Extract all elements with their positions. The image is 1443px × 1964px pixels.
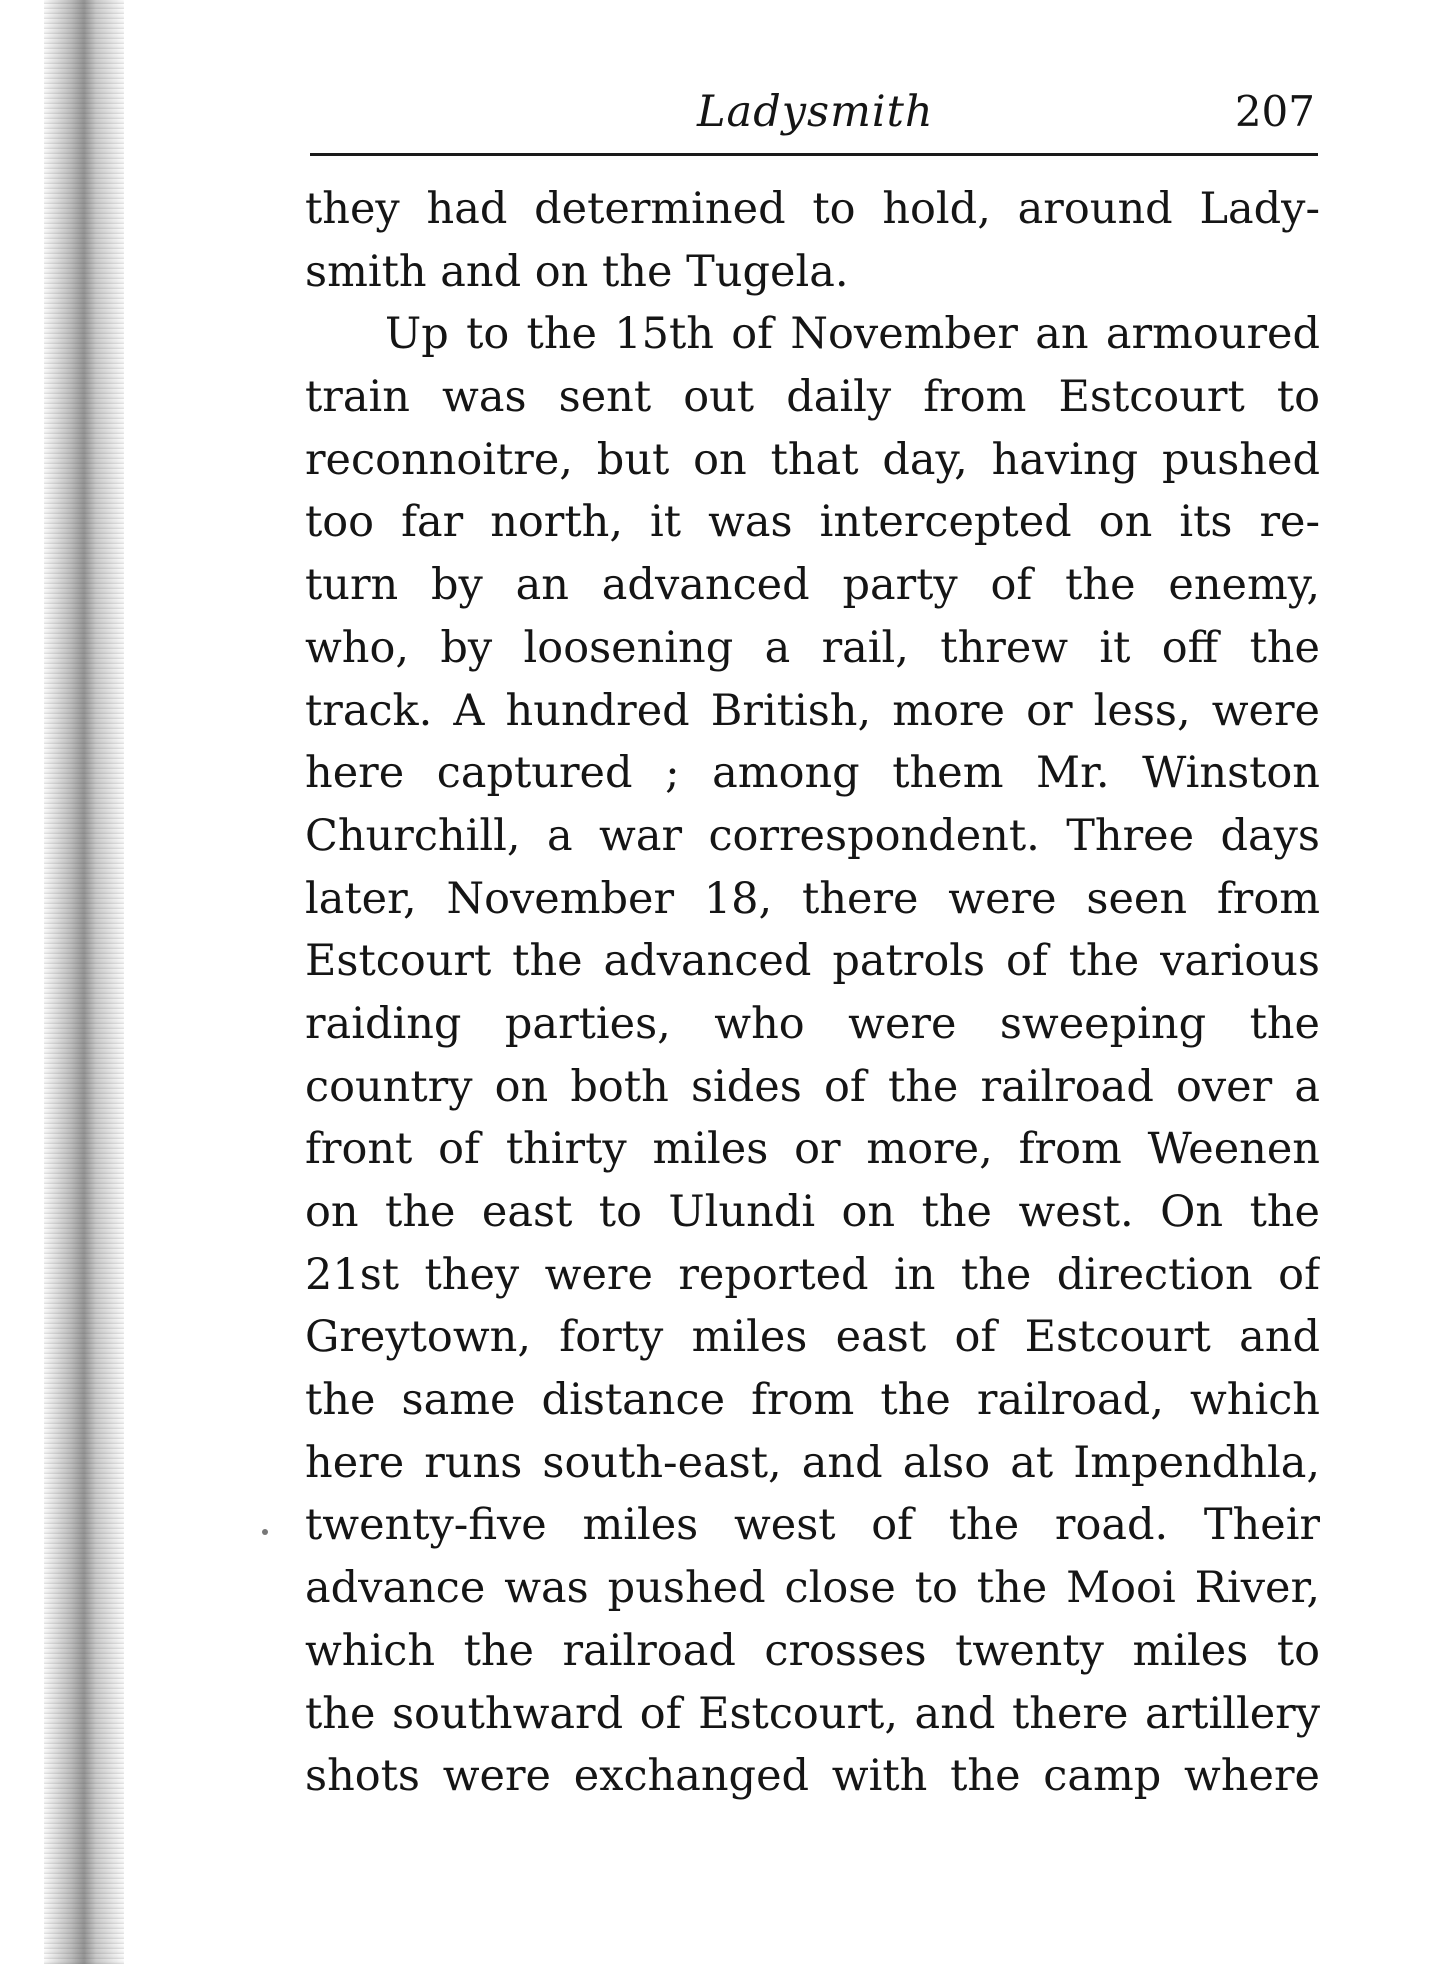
text-line: which the railroad crosses twenty miles to	[305, 1625, 1320, 1676]
running-head	[305, 82, 1320, 142]
scan-speck	[262, 1529, 268, 1535]
text-line: on the east to Ulundi on the west. On the	[305, 1187, 1320, 1237]
running-title: Ladysmith	[697, 87, 934, 137]
text-line: they had determined to hold, around Lady-	[305, 184, 1320, 234]
text-line: the southward of Estcourt, and there artillery	[305, 1688, 1320, 1739]
header-rule	[310, 153, 1318, 156]
text-line: smith and on the Tugela.	[305, 246, 849, 297]
text-line: the same distance from the railroad, which	[305, 1375, 1320, 1426]
text-line: country on both sides of the railroad over a	[305, 1061, 1320, 1112]
text-line: track. A hundred British, more or less, were	[305, 685, 1320, 736]
text-line: reconnoitre, but on that day, having pushed	[305, 434, 1320, 485]
text-line: 21st they were reported in the direction of	[305, 1249, 1320, 1300]
text-line: here captured ; among them Mr. Winston	[305, 748, 1320, 799]
text-line: advance was pushed close to the Mooi River,	[305, 1563, 1320, 1614]
text-line: front of thirty miles or more, from Weenen	[305, 1124, 1320, 1175]
text-line: twenty-five miles west of the road. Their	[305, 1500, 1320, 1551]
text-line: who, by loosening a rail, threw it off the	[305, 622, 1320, 673]
text-line: raiding parties, who were sweeping the	[305, 998, 1320, 1049]
text-line: later, November 18, there were seen from	[305, 873, 1320, 924]
text-line: turn by an advanced party of the enemy,	[305, 560, 1320, 611]
text-line: Estcourt the advanced patrols of the various	[305, 936, 1320, 987]
text-line: shots were exchanged with the camp where	[305, 1751, 1320, 1802]
body-text	[305, 178, 1320, 1808]
text-line: here runs south-east, and also at Impendhla,	[305, 1437, 1320, 1488]
text-line: too far north, it was intercepted on its re-	[305, 497, 1320, 548]
text-line: Up to the 15th of November an armoured	[385, 309, 1320, 360]
text-line: train was sent out daily from Estcourt to	[305, 372, 1320, 423]
text-line: Churchill, a war correspondent. Three days	[305, 810, 1320, 861]
page-number: 207	[1234, 87, 1315, 136]
text-line: Greytown, forty miles east of Estcourt and	[305, 1312, 1320, 1363]
binding-gutter-shadow	[44, 0, 124, 1964]
